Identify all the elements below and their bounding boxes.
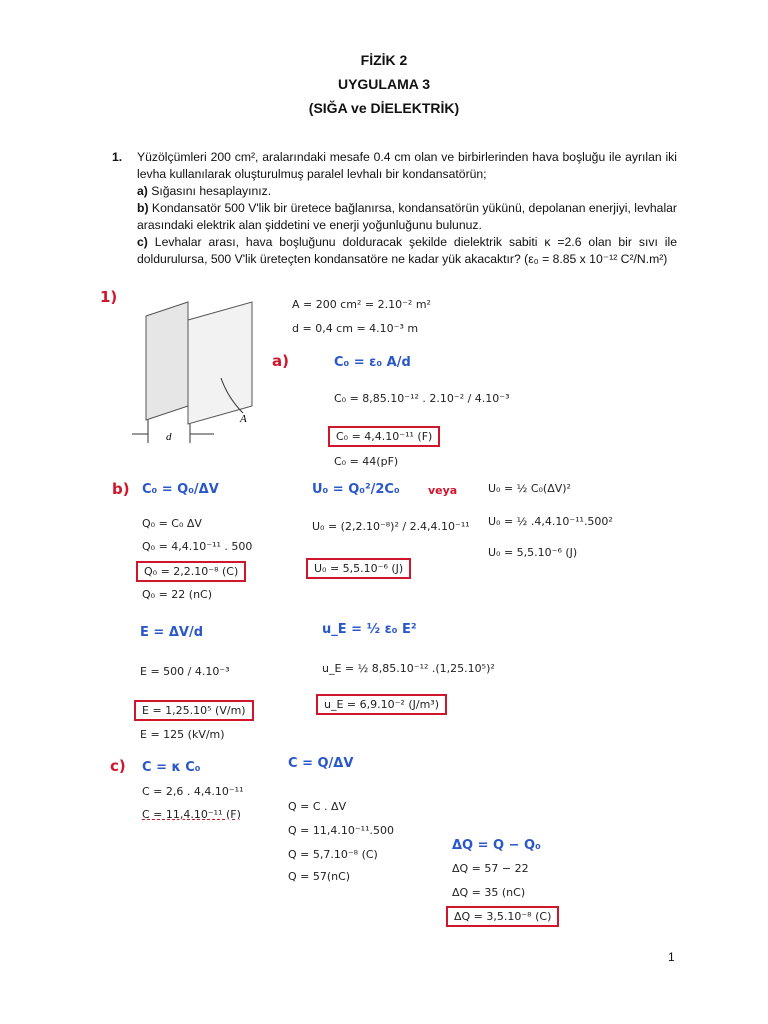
mark-b: b) [112, 480, 130, 498]
b-formula-u: U₀ = Q₀²/2C₀ [312, 482, 400, 497]
capacitor-figure [118, 298, 268, 448]
c-result: C = 11,4.10⁻¹¹ (F) [142, 808, 241, 821]
c-formula: C = κ C₀ [142, 760, 201, 775]
b-alt-result: U₀ = 5,5.10⁻⁶ (J) [488, 546, 578, 559]
b-q-step2: Q₀ = 4,4.10⁻¹¹ . 500 [142, 540, 253, 553]
doc-topic: (SIĞA ve DİELEKTRİK) [308, 100, 460, 116]
dq-formula: ΔQ = Q − Q₀ [452, 838, 541, 853]
dq-step2: ΔQ = 35 (nC) [452, 886, 526, 899]
e-result-kv: E = 125 (kV/m) [140, 728, 225, 741]
c-q-step1: Q = C . ΔV [288, 800, 347, 813]
ue-formula: u_E = ½ ε₀ E² [322, 622, 417, 637]
b-u-result: U₀ = 5,5.10⁻⁶ (J) [306, 558, 411, 579]
c-substitution: C = 2,6 . 4,4.10⁻¹¹ [142, 785, 244, 798]
e-substitution: E = 500 / 4.10⁻³ [140, 665, 230, 678]
figure-label-a: A [240, 413, 247, 425]
c-q-step3: Q = 5,7.10⁻⁸ (C) [288, 848, 378, 861]
page-number: 1 [668, 950, 675, 964]
figure-label-d: d [166, 431, 172, 443]
mark-1: 1) [100, 288, 118, 306]
e-result: E = 1,25.10⁵ (V/m) [134, 700, 254, 721]
b-q-result: Q₀ = 2,2.10⁻⁸ (C) [136, 561, 246, 582]
doc-subtitle: UYGULAMA 3 [337, 76, 431, 92]
b-u-substitution: U₀ = (2,2.10⁻⁸)² / 2.4,4.10⁻¹¹ [312, 520, 470, 533]
dq-step1: ΔQ = 57 − 22 [452, 862, 529, 875]
question-1 [112, 149, 677, 268]
c-q-step2: Q = 11,4.10⁻¹¹.500 [288, 824, 394, 837]
question-number: 1. [112, 150, 123, 164]
a-formula: C₀ = ε₀ A/d [334, 355, 411, 370]
b-formula-q: C₀ = Q₀/ΔV [142, 482, 219, 497]
a-result: C₀ = 4,4.10⁻¹¹ (F) [328, 426, 440, 447]
ue-substitution: u_E = ½ 8,85.10⁻¹² .(1,25.10⁵)² [322, 662, 495, 675]
question-intro: Yüzölçümleri 200 cm², aralarındaki mesafe 0.4 cm olan ve birbirlerinden hava boşluğu ile ayrılan iki levha kullanılarak oluşturulmuş paralel levhalı bir kondansatörün; [137, 150, 677, 181]
b-q-step1: Q₀ = C₀ ΔV [142, 517, 202, 530]
c-q-step4: Q = 57(nC) [288, 870, 351, 883]
given-distance: d = 0,4 cm = 4.10⁻³ m [292, 322, 419, 335]
mark-c: c) [110, 757, 126, 775]
doc-title: FİZİK 2 [360, 52, 408, 68]
part-c: c) Levhalar arası, hava boşluğunu dolduracak şekilde dielektrik sabiti κ =2.6 olan bir sıvı ile doldurulursa, 500 V'lik üreteçten kondansatöre ne kadar yük akacaktır? (ε₀ = 8.85 x 10⁻¹² C²/N.m²) [137, 235, 677, 266]
a-substitution: C₀ = 8,85.10⁻¹² . 2.10⁻² / 4.10⁻³ [334, 392, 510, 405]
e-formula: E = ΔV/d [140, 625, 204, 640]
ue-result: u_E = 6,9.10⁻² (J/m³) [316, 694, 447, 715]
veya-label: veya [428, 484, 458, 497]
dq-result: ΔQ = 3,5.10⁻⁸ (C) [446, 906, 559, 927]
a-result-pf: C₀ = 44(pF) [334, 455, 399, 468]
c-q-formula: C = Q/ΔV [288, 756, 354, 771]
part-a: a) Sığasını hesaplayınız. [137, 184, 272, 198]
b-alt-formula: U₀ = ½ C₀(ΔV)² [488, 482, 571, 495]
mark-a: a) [272, 352, 289, 370]
given-area: A = 200 cm² = 2.10⁻² m² [292, 298, 431, 311]
b-q-nc: Q₀ = 22 (nC) [142, 588, 213, 601]
b-alt-substitution: U₀ = ½ .4,4.10⁻¹¹.500² [488, 515, 613, 528]
part-b: b) Kondansatör 500 V'lik bir üretece bağlanırsa, kondansatörün yükünü, depolanan enerjiyi, levhalar arasındaki elektrik alan şiddetini ve enerji yoğunluğunu bulunuz. [137, 201, 677, 232]
